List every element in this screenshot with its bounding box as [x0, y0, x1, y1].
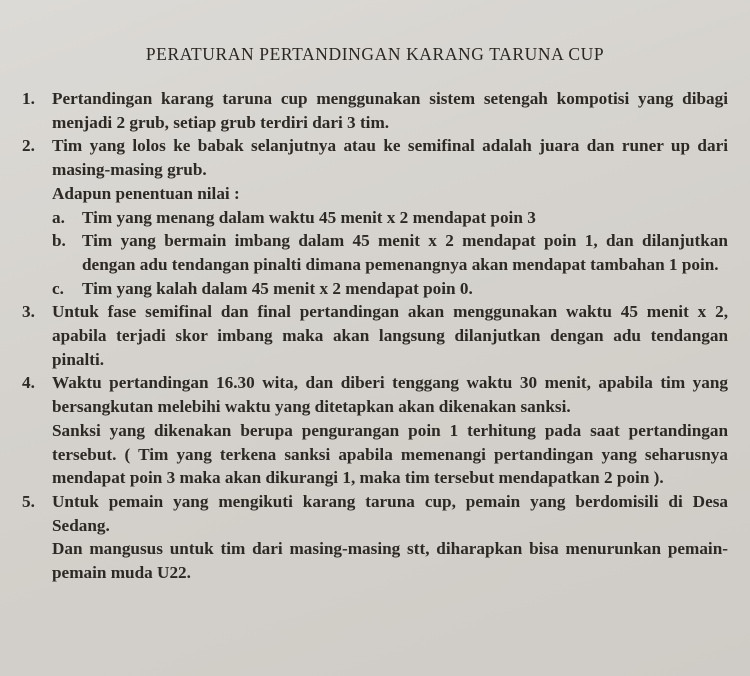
- rule-text: Pertandingan karang taruna cup menggunakan sistem setengah kompotisi yang dibagi menjadi 2 grub, setiap grub terdiri dari 3 tim.: [52, 89, 728, 132]
- page-title: PERATURAN PERTANDINGAN KARANG TARUNA CUP: [145, 44, 605, 64]
- subitem-b: [52, 229, 728, 276]
- subitem-text: Tim yang bermain imbang dalam 45 menit x 2 mendapat poin 1, dan dilanjutkan dengan adu tendangan pinalti dimana pemenangnya akan mendapat tambahan 1 poin.: [82, 231, 728, 274]
- rule-extra: Sanksi yang dikenakan berupa pengurangan poin 1 terhitung pada saat pertandingan tersebut. ( Tim yang terkena sanksi apabila memenangi pertandingan yang seharusnya mendapat poin 3 maka akan dikurangi 1, maka tim tersebut mendapatkan 2 poin ).: [52, 420, 728, 488]
- rule-number: 1.: [22, 89, 35, 108]
- subitem-letter: a.: [52, 207, 65, 227]
- subitem-letter: c.: [52, 278, 64, 298]
- rule-intro: Adapun penentuan nilai :: [52, 183, 240, 203]
- subitem-a: [52, 206, 728, 230]
- rule-number: 2.: [22, 136, 35, 156]
- rule-text: Untuk pemain yang mengikuti karang taruna cup, pemain yang berdomisili di Desa Sedang.: [52, 491, 728, 535]
- rule-text: Untuk fase semifinal dan final pertandingan akan menggunakan waktu 45 menit x 2, apabila terjadi skor imbang maka akan langsung dilanjutkan dengan adu tendangan pinalti.: [52, 302, 728, 369]
- rules-list: [22, 87, 728, 585]
- rule-item-4: [22, 371, 728, 490]
- rule-number: 3.: [22, 302, 35, 322]
- rule-number: 4.: [22, 373, 35, 393]
- rule-text: Waktu pertandingan 16.30 wita, dan diberi tenggang waktu 30 menit, apabila tim yang bersangkutan melebihi waktu yang ditetapkan akan dikenakan sanksi.: [52, 373, 728, 417]
- subitem-text: Tim yang menang dalam waktu 45 menit x 2 mendapat poin 3: [82, 207, 536, 227]
- rule-item-3: [22, 300, 728, 371]
- subitem-c: [52, 277, 728, 301]
- rule-extra: Dan mangusus untuk tim dari masing-masing stt, diharapkan bisa menurunkan pemain-pemain muda U22.: [52, 539, 728, 583]
- rule-text: Tim yang lolos ke babak selanjutnya atau ke semifinal adalah juara dan runer up dari masing-masing grub.: [52, 136, 728, 180]
- rule-item-2: [22, 134, 728, 300]
- subitem-letter: b.: [52, 231, 66, 251]
- rule-number: 5.: [22, 491, 35, 511]
- rule-item-1: [22, 87, 728, 134]
- subitem-text: Tim yang kalah dalam 45 menit x 2 mendapat poin 0.: [82, 278, 473, 298]
- rule-item-5: [22, 490, 728, 585]
